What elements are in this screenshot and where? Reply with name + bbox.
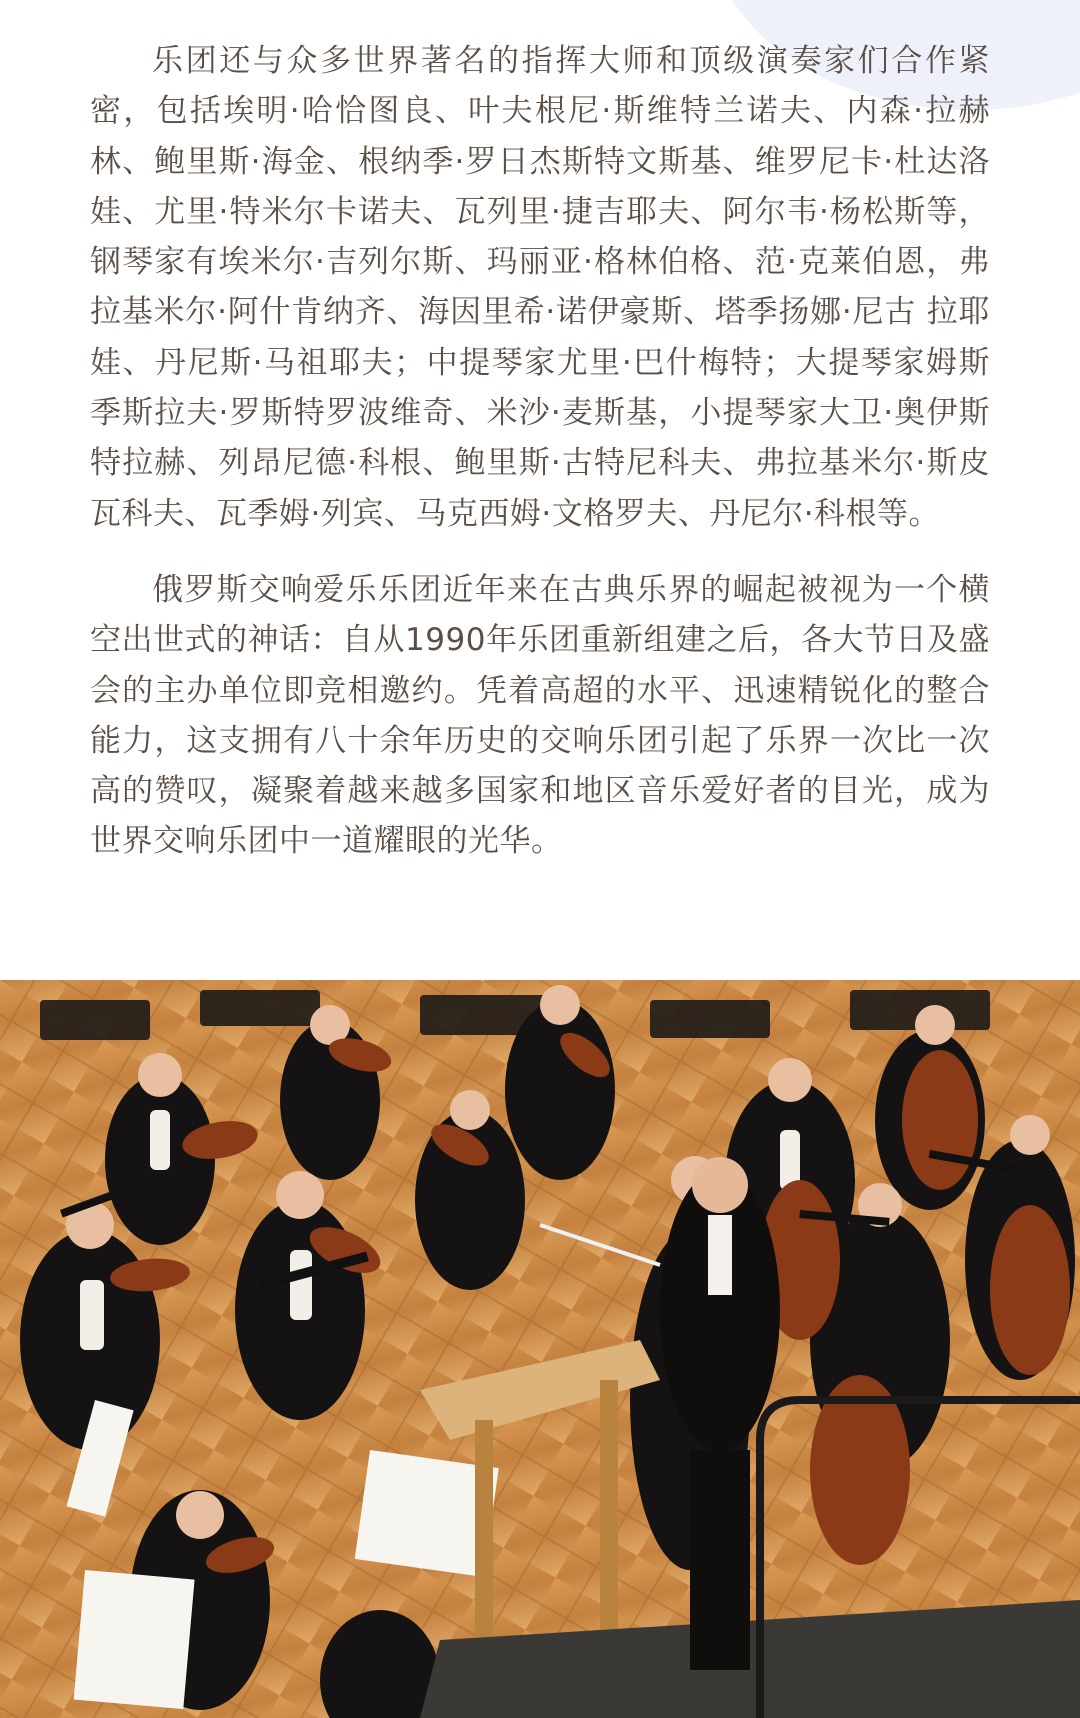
article-body bbox=[90, 36, 990, 893]
paragraph-collaborators: 乐团还与众多世界著名的指挥大师和顶级演奏家们合作紧密，包括埃明·哈恰图良、叶夫根尼·斯维特兰诺夫、内森·拉赫林、鲍里斯·海金、根纳季·罗日杰斯特文斯基、维罗尼卡·杜达洛娃、尤里·特米尔卡诺夫、瓦列里·捷吉耶夫、阿尔韦·杨松斯等，钢琴家有埃米尔·吉列尔斯、玛丽亚·格林伯格、范·克莱伯恩，弗拉基米尔·阿什肯纳齐、海因里希·诺伊豪斯、塔季扬娜·尼古 拉耶娃、丹尼斯·马祖耶夫；中提琴家尤里·巴什梅特；大提琴家姆斯季斯拉夫·罗斯特罗波维奇、米沙·麦斯基，小提琴家大卫·奥伊斯特拉赫、列昂尼德·科根、鲍里斯·古特尼科夫、弗拉基米尔·斯皮瓦科夫、瓦季姆·列宾、马克西姆·文格罗夫、丹尼尔·科根等。 bbox=[90, 43, 990, 532]
orchestra-photo bbox=[0, 980, 1080, 1718]
paragraph-orchestra-rise: 俄罗斯交响爱乐乐团近年来在古典乐界的崛起被视为一个横空出世式的神话：自从1990年乐团重新组建之后，各大节日及盛会的主办单位即竞相邀约。凭着高超的水平、迅速精锐化的整合能力，这支拥有八十余年历史的交响乐团引起了乐界一次比一次高的赞叹，凝聚着越来越多国家和地区音乐爱好者的目光，成为世界交响乐团中一道耀眼的光华。 bbox=[90, 571, 990, 860]
